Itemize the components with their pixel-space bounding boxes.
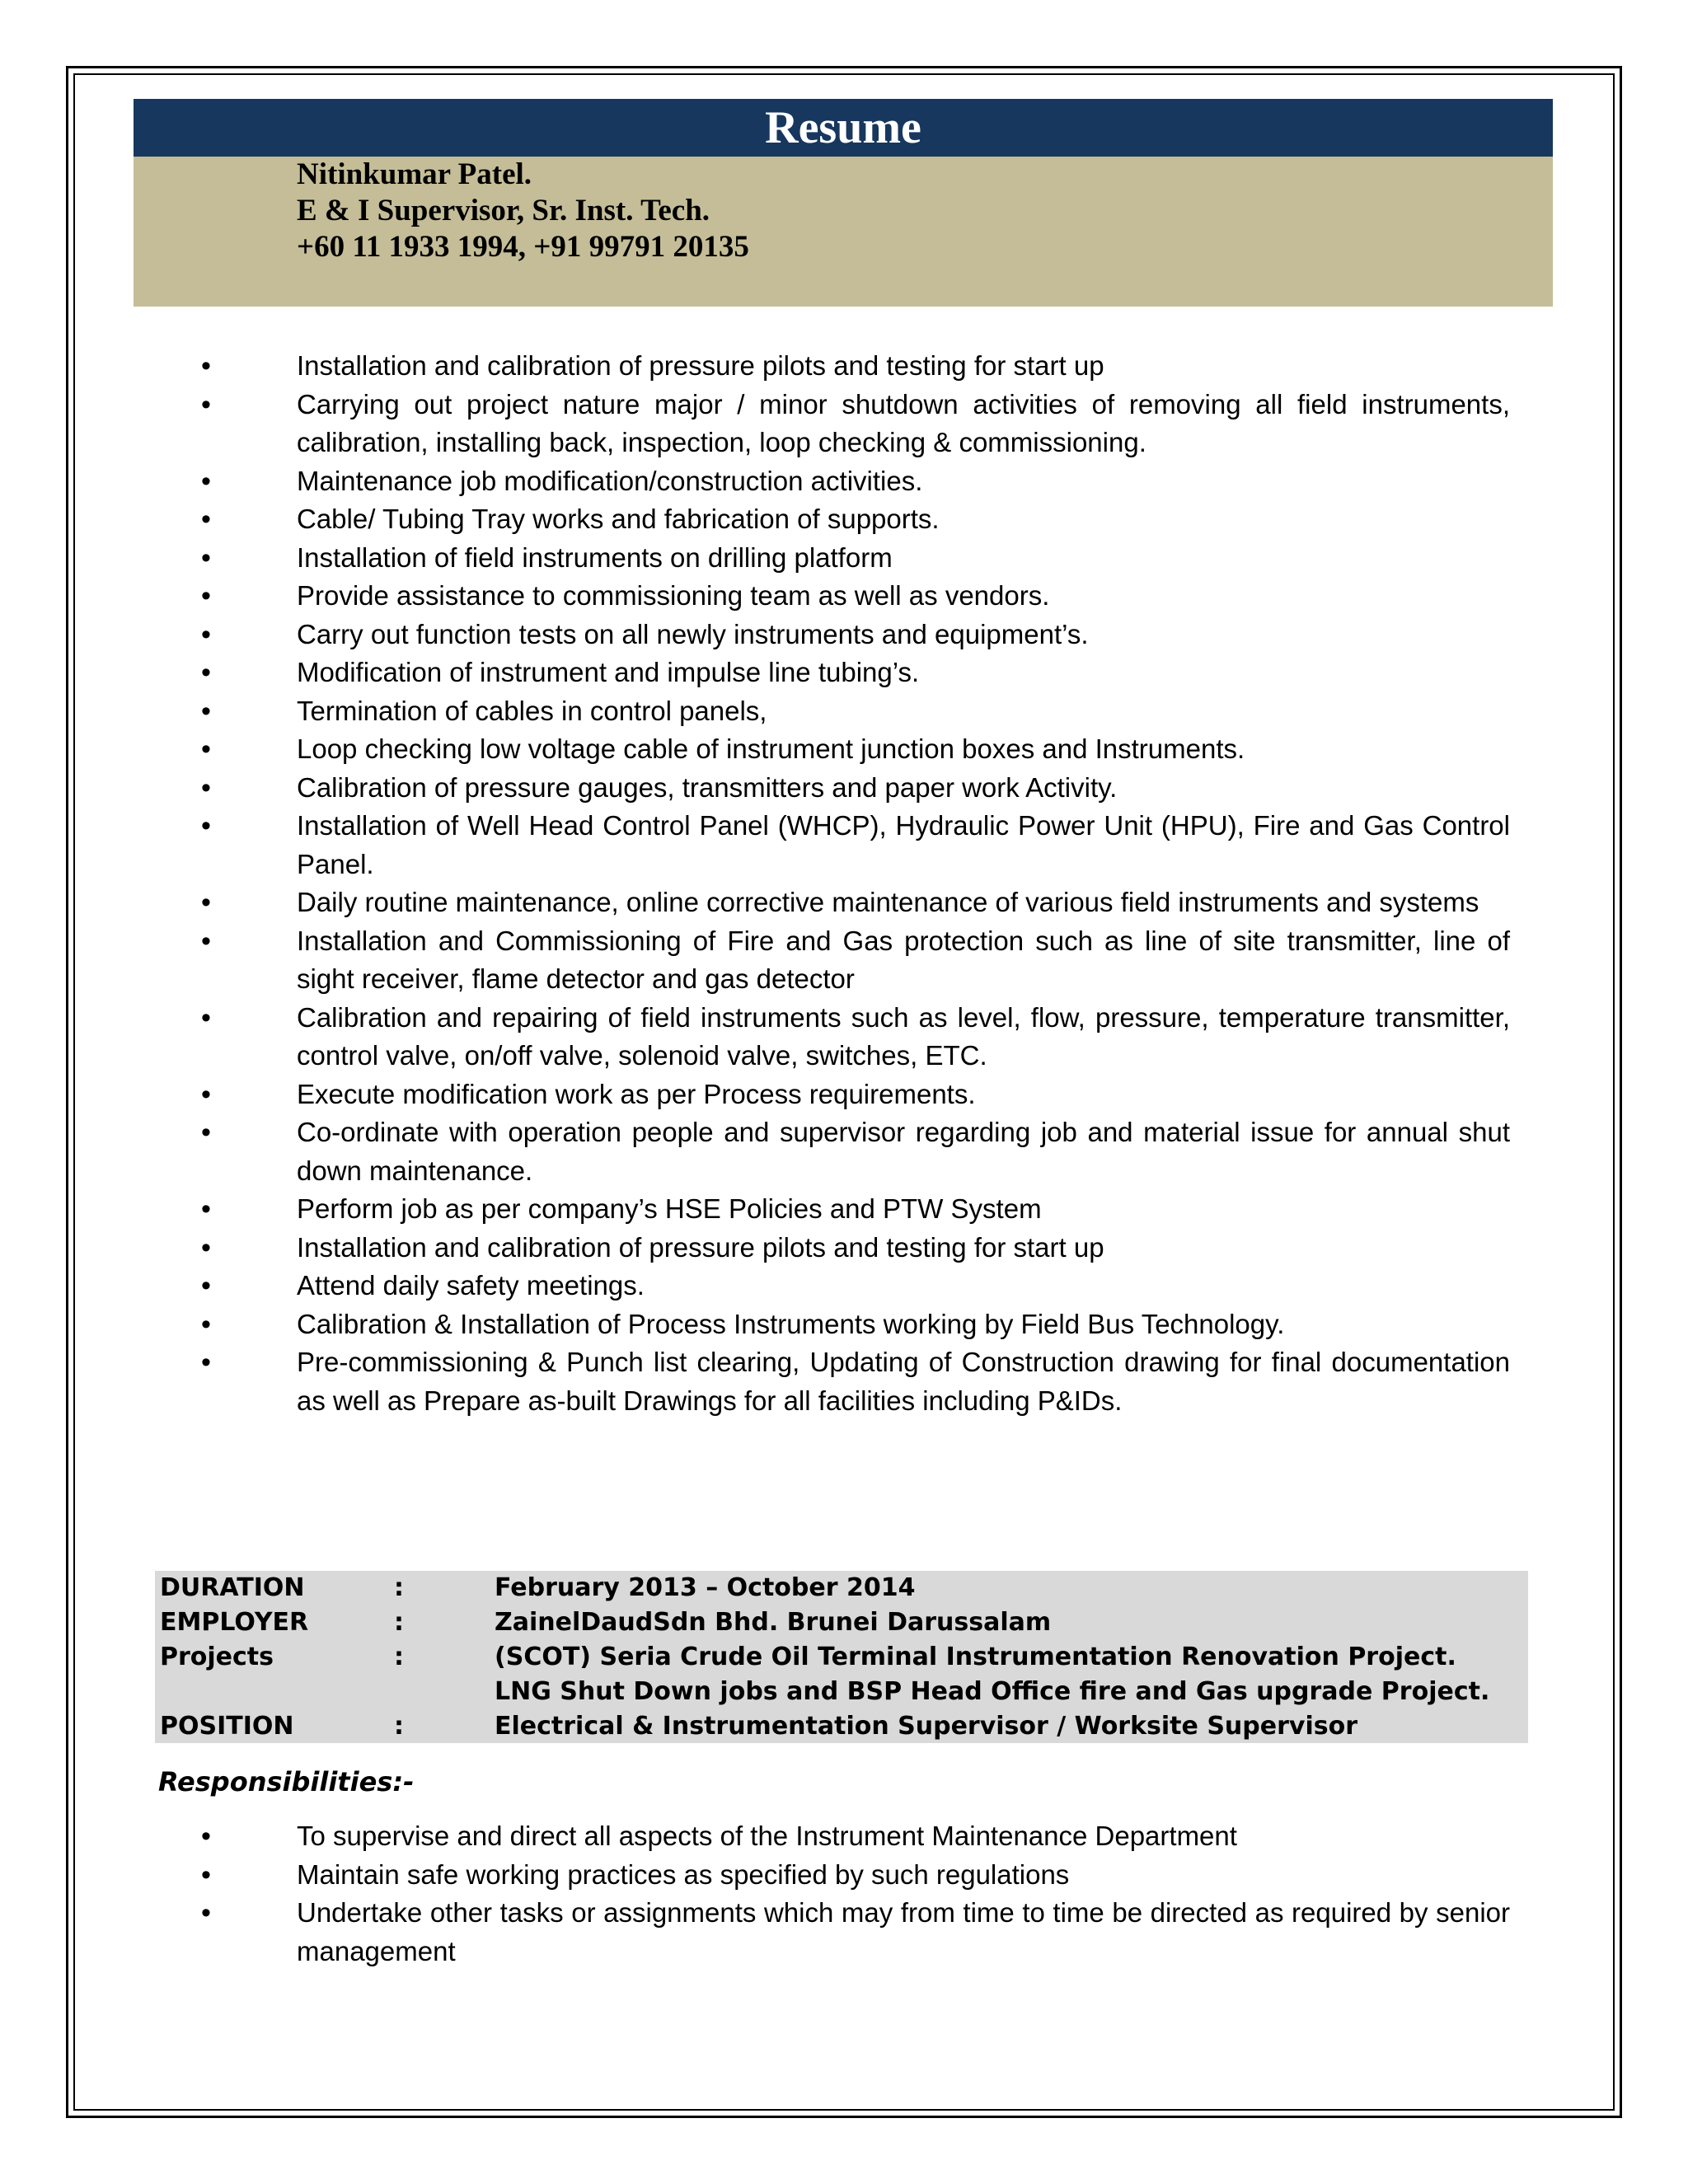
projects-label: Projects bbox=[160, 1643, 274, 1671]
list-item: • Installation and calibration of pressure pilots and testing for start up bbox=[297, 1229, 1510, 1268]
employment-details-table bbox=[155, 1571, 1528, 1743]
responsibilities-heading: Responsibilities:- bbox=[158, 1766, 415, 1797]
responsibilities-list bbox=[297, 1817, 1510, 1971]
list-item: • Installation of Well Head Control Panel (WHCP), Hydraulic Power Unit (HPU), Fire and Gas Control Panel. bbox=[297, 807, 1510, 883]
list-item: • Cable/ Tubing Tray works and fabrication of supports. bbox=[297, 500, 1510, 539]
list-item: • Co-ordinate with operation people and supervisor regarding job and material issue for annual shut down maintenance. bbox=[297, 1113, 1510, 1190]
list-item: • Carry out function tests on all newly instruments and equipment’s. bbox=[297, 616, 1510, 654]
list-item: • Maintain safe working practices as specified by such regulations bbox=[297, 1856, 1510, 1895]
list-item: • Provide assistance to commissioning team as well as vendors. bbox=[297, 577, 1510, 616]
list-item: • Modification of instrument and impulse line tubing’s. bbox=[297, 654, 1510, 692]
list-item: • Maintenance job modification/construction activities. bbox=[297, 462, 1510, 501]
list-item: • Installation of field instruments on drilling platform bbox=[297, 539, 1510, 578]
list-item: • Calibration and repairing of field instruments such as level, flow, pressure, temperature transmitter, control valve, on/off valve, solenoid valve, switches, ETC. bbox=[297, 999, 1510, 1076]
projects-value-continued: LNG Shut Down jobs and BSP Head Office fire and Gas upgrade Project. bbox=[495, 1677, 1490, 1706]
candidate-role: E & I Supervisor, Sr. Inst. Tech. bbox=[297, 194, 710, 227]
separator: : bbox=[394, 1712, 404, 1741]
list-item: • Perform job as per company’s HSE Policies and PTW System bbox=[297, 1190, 1510, 1229]
list-item: • Undertake other tasks or assignments which may from time to time be directed as required by senior management bbox=[297, 1894, 1510, 1971]
employer-value: ZainelDaudSdn Bhd. Brunei Darussalam bbox=[495, 1608, 1052, 1637]
list-item: • Daily routine maintenance, online corrective maintenance of various field instruments and systems bbox=[297, 883, 1510, 922]
candidate-name: Nitinkumar Patel. bbox=[297, 157, 532, 191]
duration-label: DURATION bbox=[160, 1573, 305, 1602]
list-item: • Calibration of pressure gauges, transmitters and paper work Activity. bbox=[297, 769, 1510, 808]
separator: : bbox=[394, 1573, 404, 1602]
list-item: • Attend daily safety meetings. bbox=[297, 1267, 1510, 1305]
duties-list bbox=[297, 347, 1510, 1420]
list-item: • Installation and Commissioning of Fire and Gas protection such as line of site transmitter, line of sight receiver, flame detector and gas detector bbox=[297, 922, 1510, 999]
list-item: • Execute modification work as per Process requirements. bbox=[297, 1076, 1510, 1114]
list-item: • Pre-commissioning & Punch list clearing, Updating of Construction drawing for final documentation as well as Prepare as-built Drawings for all facilities including P&IDs. bbox=[297, 1343, 1510, 1420]
position-label: POSITION bbox=[160, 1712, 294, 1741]
projects-value: (SCOT) Seria Crude Oil Terminal Instrumentation Renovation Project. bbox=[495, 1643, 1456, 1671]
list-item: • To supervise and direct all aspects of the Instrument Maintenance Department bbox=[297, 1817, 1510, 1856]
employer-label: EMPLOYER bbox=[160, 1608, 309, 1637]
duration-value: February 2013 – October 2014 bbox=[495, 1573, 916, 1602]
list-item: • Termination of cables in control panels, bbox=[297, 692, 1510, 731]
list-item: • Calibration & Installation of Process Instruments working by Field Bus Technology. bbox=[297, 1305, 1510, 1344]
position-value: Electrical & Instrumentation Supervisor / Worksite Supervisor bbox=[495, 1712, 1357, 1741]
resume-title-banner: Resume bbox=[134, 99, 1553, 157]
separator: : bbox=[394, 1608, 404, 1637]
list-item: • Loop checking low voltage cable of instrument junction boxes and Instruments. bbox=[297, 730, 1510, 769]
list-item: • Installation and calibration of pressure pilots and testing for start up bbox=[297, 347, 1510, 386]
list-item: • Carrying out project nature major / minor shutdown activities of removing all field instruments, calibration, installing back, inspection, loop checking & commissioning. bbox=[297, 386, 1510, 462]
candidate-phone: +60 11 1933 1994, +91 99791 20135 bbox=[297, 230, 749, 264]
separator: : bbox=[394, 1643, 404, 1671]
